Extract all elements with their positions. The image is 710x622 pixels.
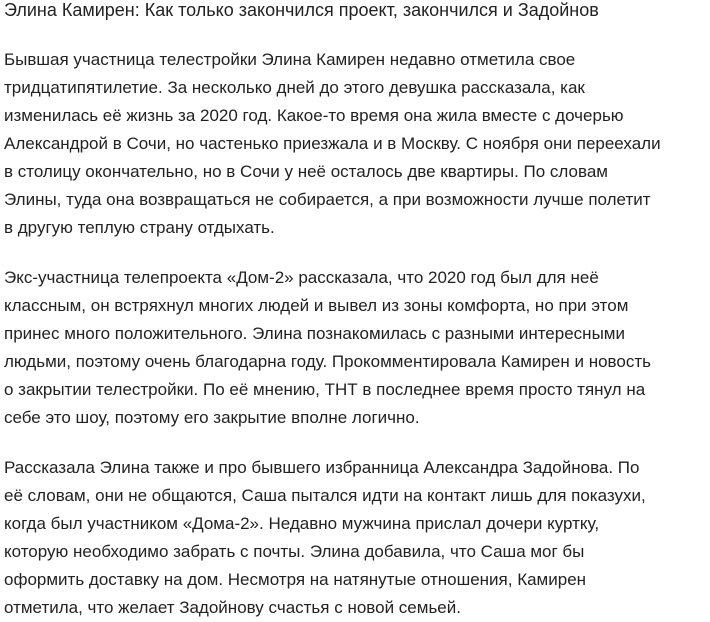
paragraph-line: когда был участником «Дома-2». Недавно мужчина прислал дочери куртку, — [4, 514, 600, 533]
paragraph-line: себе это шоу, поэтому его закрытие вполне логично. — [4, 408, 420, 427]
paragraph-line: Бывшая участница телестройки Элина Камирен недавно отметила свое — [4, 50, 576, 69]
paragraph-line: Элины, туда она возвращаться не собирается, а при возможности лучше полетит — [4, 190, 651, 209]
article-paragraph — [4, 264, 706, 432]
article-paragraph — [4, 454, 706, 622]
paragraph-line: людьми, поэтому очень благодарна году. Прокомментировала Камирен и новость — [4, 352, 651, 371]
paragraph-line: классным, он встряхнул многих людей и вывел из зоны комфорта, но при этом — [4, 296, 629, 315]
article — [4, 0, 706, 622]
paragraph-line: Экс-участница телепроекта «Дом-2» рассказала, что 2020 год был для неё — [4, 268, 599, 287]
paragraph-line: тридцатипятилетие. За несколько дней до этого девушка рассказала, как — [4, 78, 585, 97]
paragraph-line: Рассказала Элина также и про бывшего избранница Александра Задойнова. По — [4, 458, 640, 477]
paragraph-line: Александрой в Сочи, но частенько приезжала и в Москву. С ноября они переехали — [4, 134, 661, 153]
paragraph-line: изменилась её жизнь за 2020 год. Какое-то время она жила вместе с дочерью — [4, 106, 624, 125]
paragraph-line: в столицу окончательно, но в Сочи у неё осталось две квартиры. По словам — [4, 162, 608, 181]
paragraph-line: отметила, что желает Задойнову счастья с новой семьей. — [4, 598, 461, 617]
article-title: Элина Камирен: Как только закончился проект, закончился и Задойнов — [4, 0, 599, 20]
paragraph-line: которую необходимо забрать с почты. Элина добавила, что Саша мог бы — [4, 542, 585, 561]
paragraph-line: о закрытии телестройки. По её мнению, ТНТ в последнее время просто тянул на — [4, 380, 646, 399]
paragraph-line: в другую теплую страну отдыхать. — [4, 218, 275, 237]
article-paragraph — [4, 46, 706, 242]
paragraph-line: оформить доставку на дом. Несмотря на натянутые отношения, Камирен — [4, 570, 587, 589]
paragraph-line: принес много положительного. Элина познакомилась с разными интересными — [4, 324, 625, 343]
paragraph-line: её словам, они не общаются, Саша пытался идти на контакт лишь для показухи, — [4, 486, 646, 505]
